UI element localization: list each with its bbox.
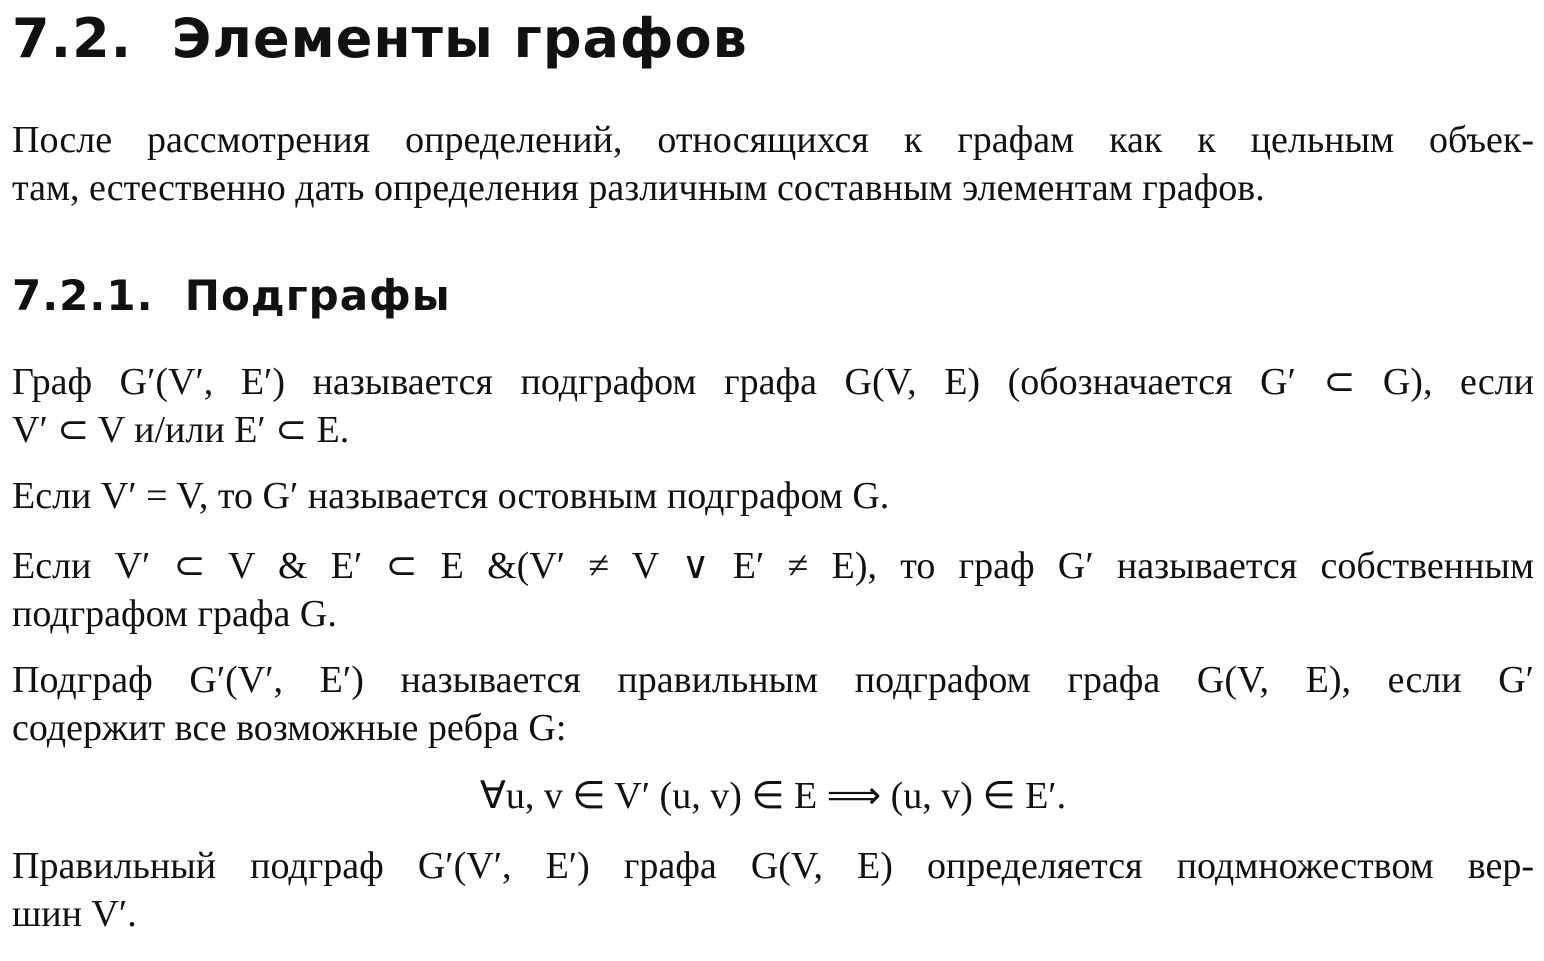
- induced-subgraph-line-2: шин V′.: [12, 893, 137, 935]
- subsection-number: 7.2.1.: [12, 271, 154, 320]
- regular-subgraph-line-1: Подграф G′(V′, E′) называется правильным подграфом графа G(V, E), если G′: [12, 659, 1534, 701]
- induced-subgraph-paragraph: [12, 842, 1534, 938]
- spanning-subgraph-line-1: Если V′ = V, то G′ называется остовным подграфом G.: [12, 475, 890, 517]
- regular-subgraph-formula: ∀u, v ∈ V′ (u, v) ∈ E ⟹ (u, v) ∈ E′.: [479, 775, 1067, 817]
- intro-line-1: После рассмотрения определений, относящихся к графам как к цельным объек-: [12, 119, 1534, 161]
- induced-subgraph-line-1: Правильный подграф G′(V′, E′) графа G(V, E) определяется подмножеством вер-: [12, 845, 1534, 887]
- intro-paragraph: [12, 116, 1534, 212]
- subgraph-definition-line-1: Граф G′(V′, E′) называется подграфом графа G(V, E) (обозначается G′ ⊂ G), если: [12, 361, 1534, 403]
- section-title-text: Элементы графов: [171, 7, 748, 70]
- regular-subgraph-paragraph: [12, 656, 1534, 752]
- subsection-title-text: Подграфы: [184, 271, 451, 320]
- section-title: [12, 7, 748, 70]
- subgraph-definition-paragraph: [12, 358, 1534, 454]
- spanning-subgraph-paragraph: [12, 472, 1534, 520]
- proper-subgraph-line-2: подграфом графа G.: [12, 593, 337, 635]
- subgraph-definition-line-2: V′ ⊂ V и/или E′ ⊂ E.: [12, 409, 350, 451]
- subsection-title: [12, 271, 451, 320]
- proper-subgraph-paragraph: [12, 542, 1534, 638]
- intro-line-2: там, естественно дать определения различным составным элементам графов.: [12, 167, 1265, 209]
- regular-subgraph-line-2: содержит все возможные ребра G:: [12, 707, 567, 749]
- section-number: 7.2.: [12, 7, 133, 70]
- proper-subgraph-line-1: Если V′ ⊂ V & E′ ⊂ E &(V′ ≠ V ∨ E′ ≠ E), то граф G′ называется собственным: [12, 545, 1534, 587]
